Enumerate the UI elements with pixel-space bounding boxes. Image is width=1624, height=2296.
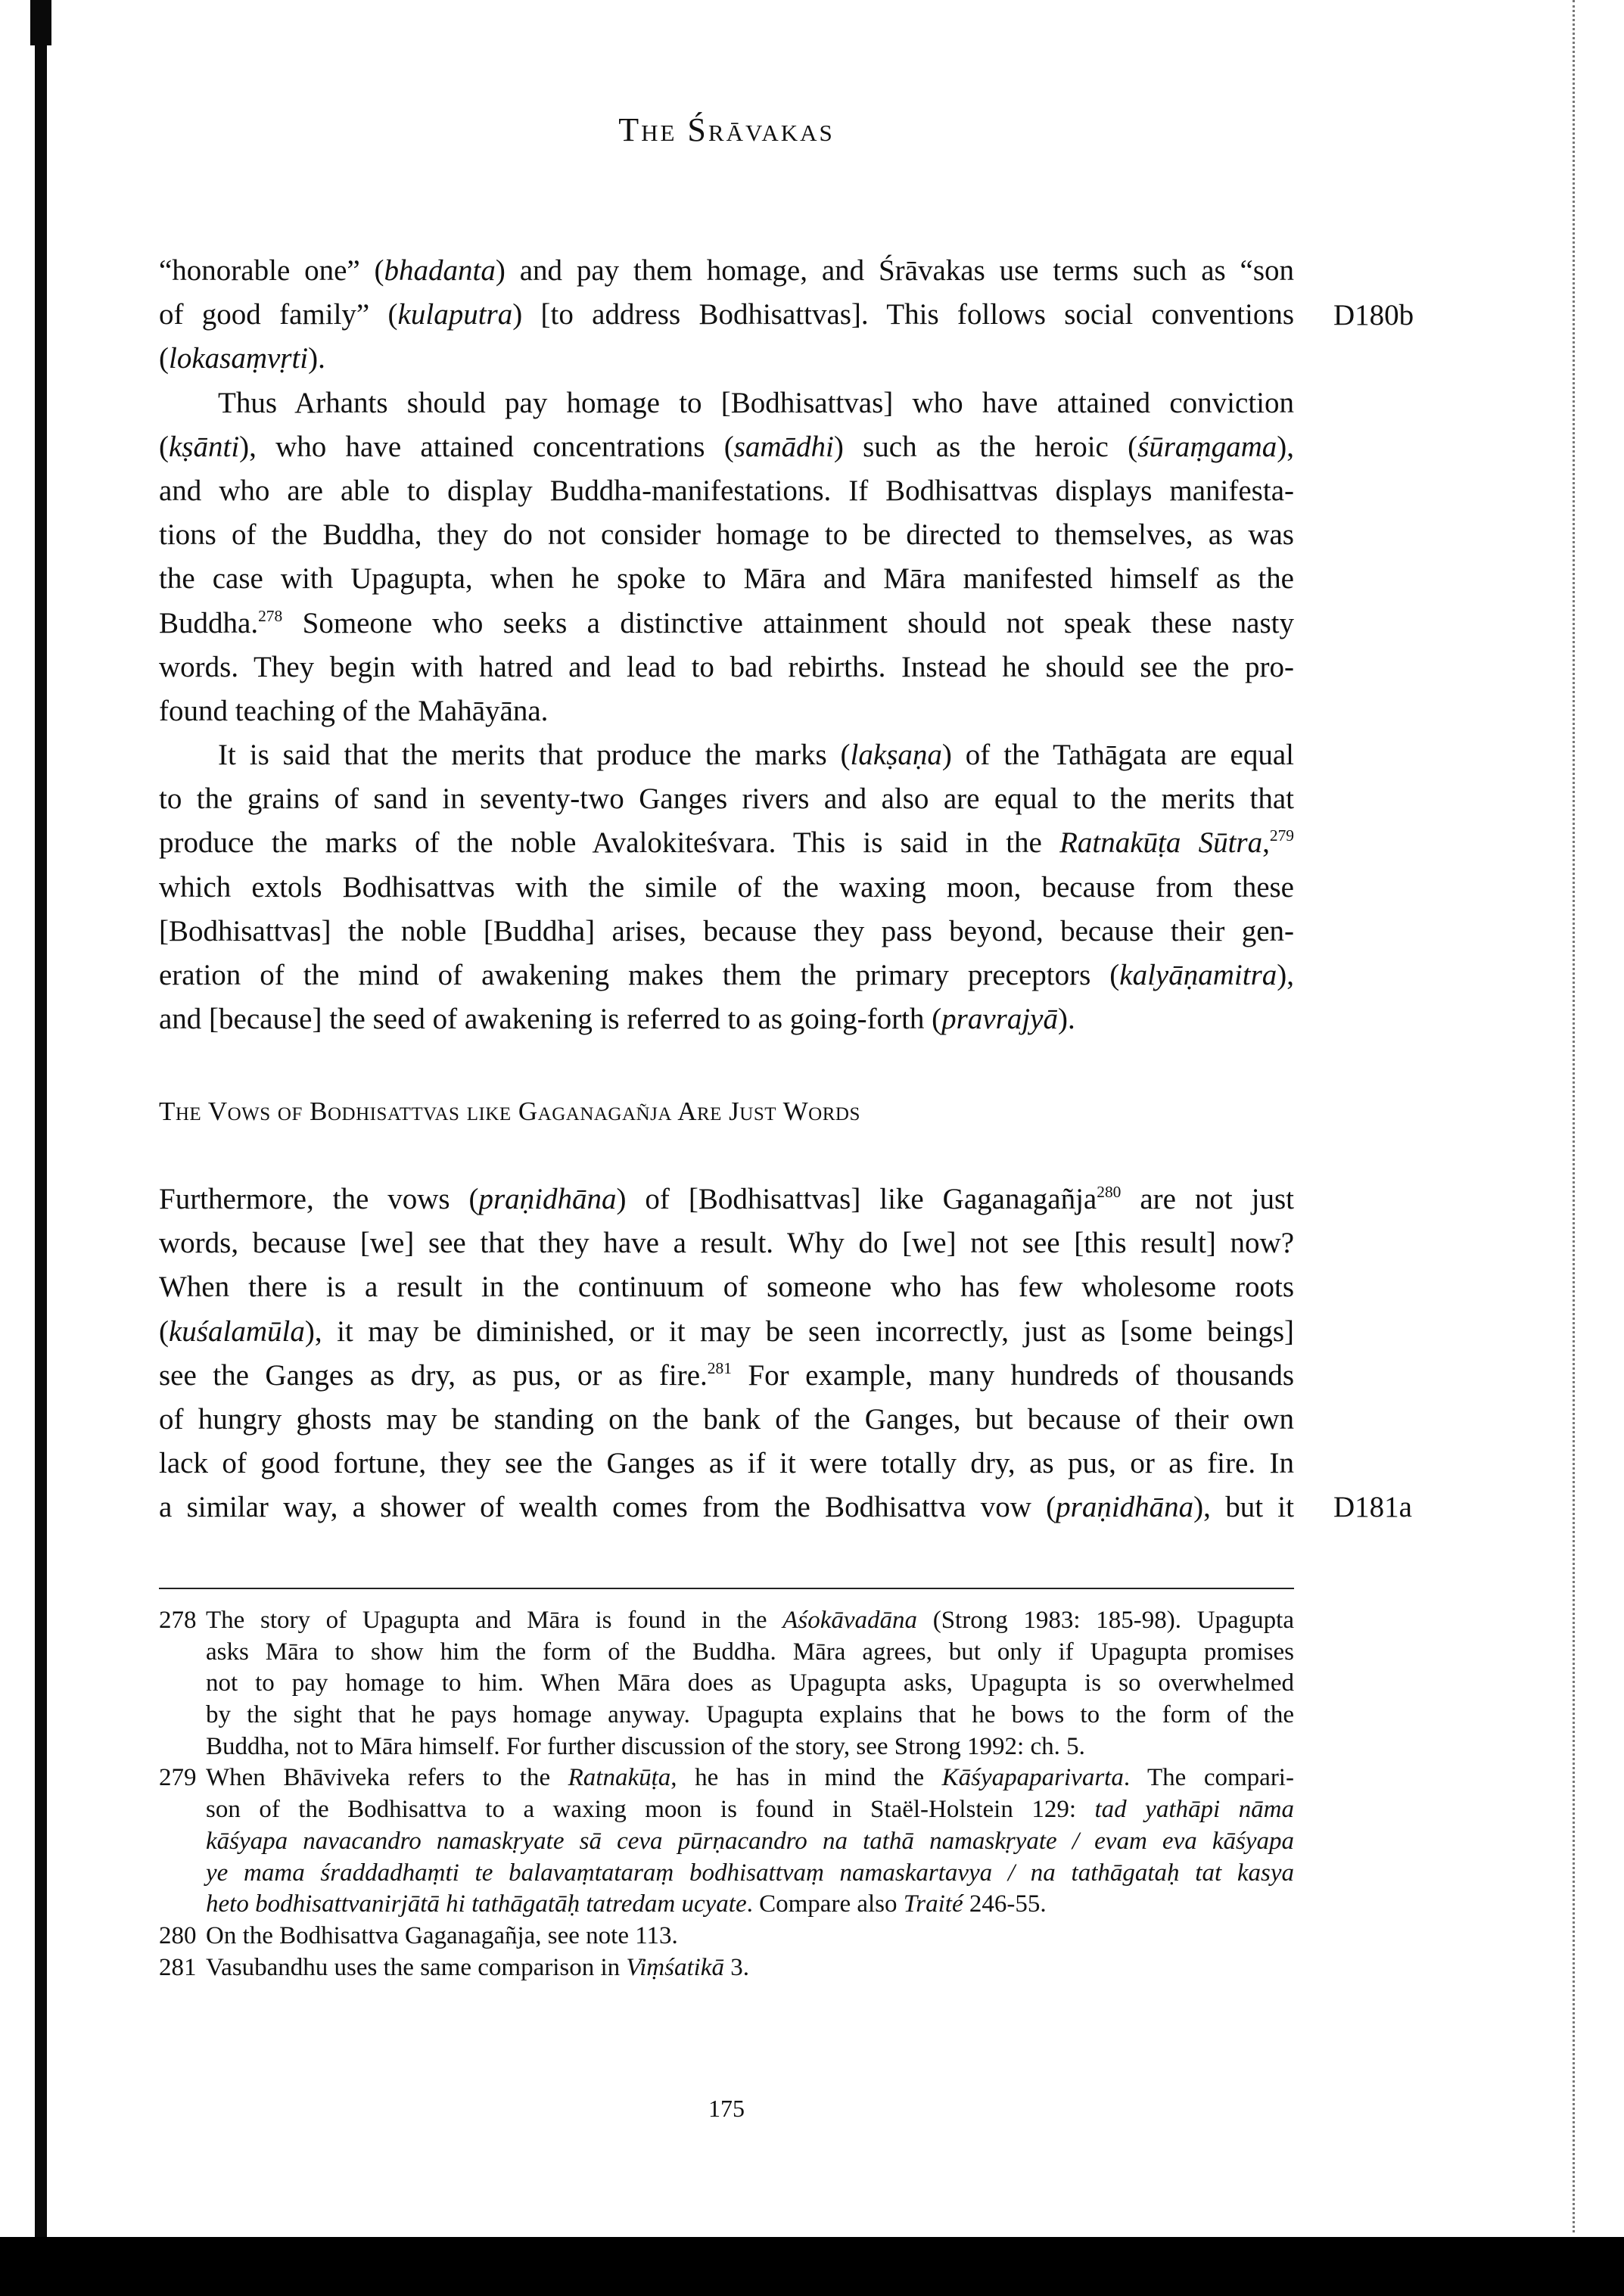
text-run: are not just xyxy=(1121,1183,1294,1215)
text-run: For example, many hundreds of thousands xyxy=(731,1358,1294,1392)
text-run: ). xyxy=(308,342,325,375)
italic-term: praṇidhāna xyxy=(478,1183,617,1215)
text-line xyxy=(159,1398,1294,1442)
italic-term: pravrajyā xyxy=(941,1003,1058,1036)
text-line xyxy=(159,293,1294,337)
text-line xyxy=(159,557,1294,601)
italic-term: kāśyapa navacandro namaskṛyate sā ceva pūrṇacandro na tathā namaskṛyate / evam eva kāśyapa xyxy=(206,1827,1294,1855)
text-run: of good family” ( xyxy=(159,298,398,331)
italic-term: bhadanta xyxy=(384,254,496,287)
text-run: the case with Upagupta, when he spoke to Māra and Māra manifested himself as the xyxy=(159,562,1294,596)
text-run: Buddha, not to Māra himself. For further discussion of the story, see Strong 1992: ch. 5. xyxy=(206,1732,1085,1760)
italic-term: kṣānti xyxy=(169,430,240,463)
text-run: produce the marks of the noble Avalokiteśvara. This is said in the xyxy=(159,826,1060,860)
text-run: which extols Bodhisattvas with the simile of the waxing moon, because from these xyxy=(159,870,1294,904)
text-line xyxy=(159,1310,1294,1354)
footnotes xyxy=(159,1605,1294,1983)
footnote-279 xyxy=(159,1762,1294,1920)
text-run: of hungry ghosts may be standing on the bank of the Ganges, but because of their own xyxy=(159,1402,1294,1436)
text-run: ( xyxy=(159,1314,169,1348)
italic-term: Traité xyxy=(903,1890,963,1918)
text-run: ), it may be diminished, or it may be seen incorrectly, just as [some beings] xyxy=(304,1314,1294,1348)
footnote-ref: 280 xyxy=(1097,1183,1122,1201)
text-run: Buddha. xyxy=(159,606,259,639)
text-run: When Bhāviveka refers to the xyxy=(206,1764,568,1792)
italic-term: Aśokāvadāna xyxy=(782,1607,918,1634)
footnote-number: 279 xyxy=(159,1764,197,1792)
text-run: 3. xyxy=(723,1953,749,1981)
italic-term: samādhi xyxy=(733,430,834,463)
italic-term: tad yathāpi nāma xyxy=(1094,1796,1294,1824)
italic-term: kuśalamūla xyxy=(169,1314,305,1348)
text-line xyxy=(159,689,1294,733)
text-run: words, because [we] see that they have a result. Why do [we] not see [this result] now? xyxy=(159,1227,1294,1260)
page-number: 175 xyxy=(708,2095,745,2122)
text-run: ) such as the heroic ( xyxy=(833,430,1138,463)
text-run: 246-55. xyxy=(963,1890,1047,1918)
text-line xyxy=(159,337,1294,381)
text-line xyxy=(159,866,1294,910)
footnote-ref: 279 xyxy=(1269,826,1294,845)
text-line xyxy=(159,249,1294,293)
text-run: . The compari- xyxy=(1123,1764,1294,1792)
text-run: by the sight that he pays homage anyway. Upagupta explains that he bows to the form of the xyxy=(206,1701,1294,1729)
text-line xyxy=(159,1354,1294,1398)
footnote-line xyxy=(206,1762,1294,1794)
footnote-line xyxy=(206,1794,1294,1826)
text-run: a similar way, a shower of wealth comes from the Bodhisattva vow ( xyxy=(159,1491,1056,1524)
text-line xyxy=(159,997,1294,1041)
text-run: On the Bodhisattva Gaganagañja, see note 113. xyxy=(206,1921,678,1949)
text-run: lack of good fortune, they see the Ganges as if it were totally dry, as pus, or as fire. In xyxy=(159,1447,1294,1480)
text-line xyxy=(159,381,1294,425)
footnote-line xyxy=(206,1668,1294,1700)
text-run: Vasubandhu uses the same comparison in xyxy=(206,1953,627,1981)
text-run: found teaching of the Mahāyāna. xyxy=(159,694,549,727)
text-run: tions of the Buddha, they do not consider homage to be directed to themselves, as was xyxy=(159,518,1294,552)
text-line xyxy=(159,469,1294,513)
footnote-number: 278 xyxy=(159,1607,197,1634)
text-run: “honorable one” ( xyxy=(159,254,384,287)
text-run: Someone who seeks a distinctive attainment should not speak these nasty xyxy=(282,606,1294,639)
text-line xyxy=(159,1442,1294,1486)
footnote-line xyxy=(206,1700,1294,1731)
italic-term: lokasaṃvṛti xyxy=(169,342,309,375)
footnote-line xyxy=(206,1921,1294,1952)
text-run: ), xyxy=(1277,430,1294,463)
text-run: Thus Arhants should pay homage to [Bodhisattvas] who have attained conviction xyxy=(218,386,1294,419)
text-line xyxy=(159,821,1294,865)
footnote-line xyxy=(206,1826,1294,1858)
text-line xyxy=(159,910,1294,954)
footnote-ref: 281 xyxy=(707,1358,732,1377)
footnote-line xyxy=(206,1731,1294,1763)
text-run: [Bodhisattvas] the noble [Buddha] arises, because they pass beyond, because their gen- xyxy=(159,914,1294,947)
text-run: ( xyxy=(159,342,169,375)
footnote-number: 281 xyxy=(159,1953,197,1981)
footnote-281 xyxy=(159,1952,1294,1984)
text-line xyxy=(159,777,1294,821)
scan-spine-shadow xyxy=(35,0,47,2240)
text-run: , xyxy=(1262,826,1270,860)
text-run: (Strong 1983: 185-98). Upagupta xyxy=(917,1607,1294,1634)
text-line xyxy=(159,513,1294,557)
text-run: ), xyxy=(1277,959,1294,991)
italic-term: Viṃśatikā xyxy=(626,1953,724,1981)
text-run: It is said that the merits that produce the marks ( xyxy=(218,739,851,772)
text-run: , he has in mind the xyxy=(670,1764,942,1792)
text-line xyxy=(159,1486,1294,1529)
text-line xyxy=(159,1178,1294,1221)
footnote-280 xyxy=(159,1921,1294,1952)
text-run: . Compare also xyxy=(746,1890,904,1918)
margin-note-d181a: D181a xyxy=(1333,1491,1412,1523)
section-heading: The Vows of Bodhisattvas like Gaganagañja Are Just Words xyxy=(159,1097,860,1126)
footnote-number: 280 xyxy=(159,1921,197,1949)
text-run: ) of the Tathāgata are equal xyxy=(941,739,1294,772)
italic-term: heto bodhisattvanirjātā hi tathāgatāḥ tatredam ucyate xyxy=(206,1890,747,1918)
text-line xyxy=(159,733,1294,777)
text-line xyxy=(159,646,1294,689)
footnote-line xyxy=(206,1952,1294,1984)
body-text-bottom xyxy=(159,1178,1294,1530)
text-run: ) and pay them homage, and Śrāvakas use terms such as “son xyxy=(495,254,1294,287)
italic-term: kalyāṇamitra xyxy=(1119,959,1277,991)
footnote-rule xyxy=(159,1588,1294,1589)
text-run: eration of the mind of awakening makes them the primary preceptors ( xyxy=(159,959,1120,991)
italic-term: Kāśyapaparivarta xyxy=(941,1764,1124,1792)
italic-term: Ratnakūṭa Sūtra xyxy=(1059,826,1263,860)
text-run: ) [to address Bodhisattvas]. This follows social conventions xyxy=(512,298,1294,331)
footnote-line xyxy=(206,1605,1294,1637)
text-run: When there is a result in the continuum of someone who has few wholesome roots xyxy=(159,1271,1294,1304)
text-line xyxy=(159,1221,1294,1265)
body-text-top xyxy=(159,249,1294,1041)
footnote-line xyxy=(206,1889,1294,1921)
italic-term: śūraṃgama xyxy=(1137,430,1277,463)
text-line xyxy=(159,602,1294,646)
text-run: The story of Upagupta and Māra is found in the xyxy=(206,1607,783,1634)
text-line xyxy=(159,954,1294,997)
text-run: Furthermore, the vows ( xyxy=(159,1183,479,1215)
italic-term: Ratnakūṭa xyxy=(568,1764,671,1792)
text-run: not to pay homage to him. When Māra does as Upagupta asks, Upagupta is so overwhelmed xyxy=(206,1669,1294,1697)
footnote-ref: 278 xyxy=(258,606,283,625)
text-run: ) of [Bodhisattvas] like Gaganagañja xyxy=(616,1183,1097,1215)
text-run: ), but it xyxy=(1193,1491,1294,1524)
text-run: ). xyxy=(1057,1003,1075,1036)
italic-term: praṇidhāna xyxy=(1056,1491,1194,1524)
italic-term: kulaputra xyxy=(397,298,513,331)
text-run: and [because] the seed of awakening is referred to as going-forth ( xyxy=(159,1003,942,1036)
running-head: The Śrāvakas xyxy=(618,111,835,148)
text-run: ( xyxy=(159,430,169,463)
text-run: see the Ganges as dry, as pus, or as fire. xyxy=(159,1358,708,1392)
footnote-line xyxy=(206,1858,1294,1890)
italic-term: ye mama śraddadhaṃti te balavaṃtataraṃ bodhisattvaṃ namaskartavya / na tathāgataḥ tat kasya xyxy=(206,1859,1294,1887)
text-run: ), who have attained concentrations ( xyxy=(239,430,734,463)
text-run: son of the Bodhisattva to a waxing moon is found in Staël-Holstein 129: xyxy=(206,1796,1095,1824)
footnote-line xyxy=(206,1637,1294,1669)
text-run: words. They begin with hatred and lead to bad rebirths. Instead he should see the pro- xyxy=(159,650,1294,683)
text-line xyxy=(159,1265,1294,1309)
margin-note-d180b: D180b xyxy=(1333,299,1414,331)
scan-bottom-edge xyxy=(0,2237,1624,2296)
italic-term: lakṣaṇa xyxy=(850,739,942,772)
text-run: to the grains of sand in seventy-two Ganges rivers and also are equal to the merits that xyxy=(159,782,1294,816)
text-line xyxy=(159,425,1294,469)
scan-right-edge xyxy=(1573,0,1575,2232)
text-run: asks Māra to show him the form of the Buddha. Māra agrees, but only if Upagupta promises xyxy=(206,1638,1294,1666)
footnote-278 xyxy=(159,1605,1294,1762)
text-run: and who are able to display Buddha-manifestations. If Bodhisattvas displays manifesta- xyxy=(159,474,1294,507)
